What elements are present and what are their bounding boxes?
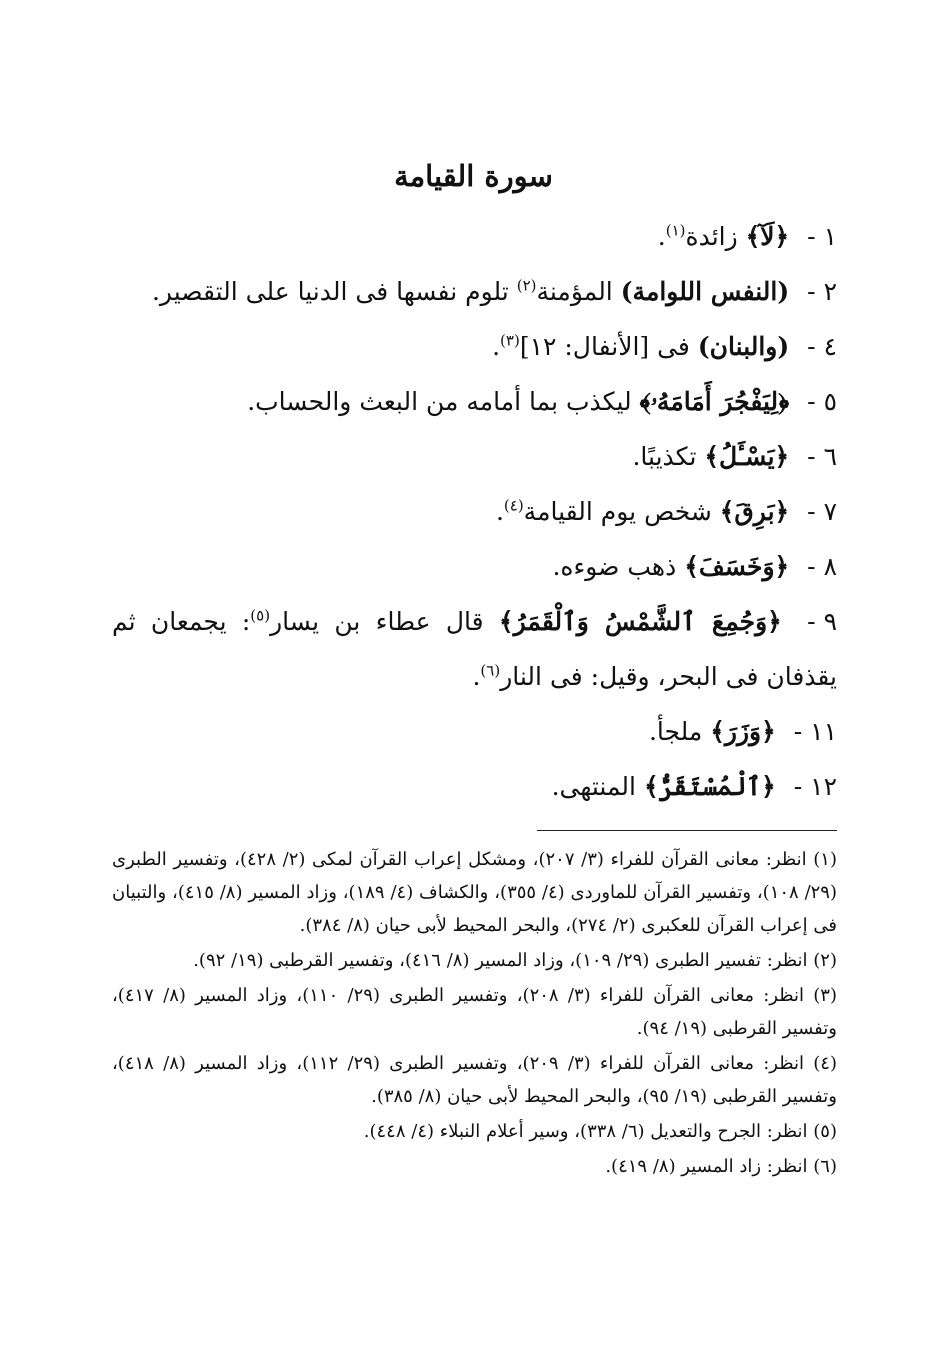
entry-number: ٩ - [807,607,838,636]
entry-text: ليكذب بما أمامه من البعث والحساب. [247,387,632,416]
entry-end: . [492,332,501,361]
entry-number: ١١ - [793,717,837,746]
footnote-6: (٦) انظر: زاد المسير (٨/ ٤١٩). [605,1156,837,1177]
footnote-ref[interactable]: (٣) [500,331,520,350]
quran-word: ﴿ٱلْمُسْتَقَرُّ﴾ [643,772,776,801]
entry-number: ٨ - [807,552,837,581]
entry-5 [112,374,837,429]
quran-word: ﴿وَزَرَ﴾ [710,717,776,746]
entry-number: ٢ - [807,277,837,306]
entry-9 [112,594,837,704]
quran-word: ﴿وَجُمِعَ ٱلشَّمْسُ وَٱلْقَمَرُ﴾ [498,607,782,636]
footnote-divider [537,830,837,831]
entry-2 [112,264,837,319]
entry-end: . [495,497,504,526]
footnote-ref[interactable]: (٥) [250,606,271,625]
surah-title: سورة القيامة [394,159,553,193]
quran-word: ﴿لِيَفْجُرَ أَمَامَهُۥ﴾ [639,387,790,416]
entry-number: ٧ - [807,497,837,526]
entry-text: زائدة [685,222,738,251]
entry-6 [112,429,837,484]
quran-word: ﴿بَرِقَ﴾ [719,497,790,526]
entry-end: : يجمعان ثم يقذفان فى البحر، وقيل: فى النار [112,607,837,691]
entry-text: ذهب ضوءه. [552,552,677,581]
footnote-4: (٤) انظر: معانى القرآن للفراء (٣/ ٢٠٩)، وتفسير الطبرى (٢٩/ ١١٢)، وزاد المسير (٨/ ٤١٨)، وتفسير القرطبى (١٩/ ٩٥)، والبحر المحيط لأبى حيان (٨/ ٣٨٥). [112,1053,837,1107]
entry-11 [112,704,837,759]
entry-text: المؤمنة [536,277,613,306]
entry-end: . [472,662,481,691]
entry-text: فى [الأنفال: ١٢] [519,332,690,361]
entry-end: تلوم نفسها فى الدنيا على التقصير. [151,277,509,306]
entry-number: ١ - [807,222,837,251]
quran-word: ﴿لَآ﴾ [745,222,790,251]
entry-text: شخص يوم القيامة [523,497,712,526]
footnote-5: (٥) انظر: الجرح والتعديل (٦/ ٣٣٨)، وسير أعلام النبلاء (٤/ ٤٤٨). [363,1121,837,1142]
entry-number: ١٢ - [793,772,837,801]
footnote-2: (٢) انظر: تفسير الطبرى (٢٩/ ١٠٩)، وزاد المسير (٨/ ٤١٦)، وتفسير القرطبى (١٩/ ٩٢). [193,950,837,971]
footnote-1: (١) انظر: معانى القرآن للفراء (٣/ ٢٠٧)، ومشكل إعراب القرآن لمكى (٢/ ٤٢٨)، وتفسير الطبرى (٢٩/ ١٠٨)، وتفسير القرآن للماوردى (٤/ ٣٥٥)، والكشاف (٤/ ١٨٩)، وزاد المسير (٨/ ٤١٥)، والتبيان فى إعراب القرآن للعكبرى (٢/ ٢٧٤)، والبحر المحيط لأبى حيان (٨/ ٣٨٤). [112,849,838,936]
entry-number: ٦ - [807,442,837,471]
entry-text: ملجأ. [648,717,703,746]
quran-word: ﴿وَخَسَفَ﴾ [684,552,790,581]
quran-word: ﴿يَسْـَٔلُ﴾ [704,442,790,471]
quran-word: (النفس اللوامة) [620,277,790,306]
explanation-list [112,209,837,814]
footnote-ref[interactable]: (٢) [516,276,537,295]
quran-word: (والبنان) [697,332,790,361]
entry-end: . [657,222,666,251]
entry-number: ٥ - [807,387,837,416]
entry-4 [112,319,837,374]
entry-8 [112,539,837,594]
footnote-ref[interactable]: (١) [665,221,686,240]
entry-text: المنتهى. [551,772,636,801]
entry-7 [112,484,837,539]
entry-text: قال عطاء بن يسار [270,607,484,636]
entry-text: تكذيبًا. [632,442,697,471]
entry-1 [112,209,837,264]
footnote-ref[interactable]: (٦) [480,661,501,680]
entry-12 [112,759,837,814]
footnotes-list [112,843,837,1185]
footnote-3: (٣) انظر: معانى القرآن للفراء (٣/ ٢٠٨)، وتفسير الطبرى (٢٩/ ١١٠)، وزاد المسير (٨/ ٤١٧)، وتفسير القرطبى (١٩/ ٩٤). [112,985,837,1039]
entry-number: ٤ - [807,332,837,361]
footnote-ref[interactable]: (٤) [503,496,524,515]
